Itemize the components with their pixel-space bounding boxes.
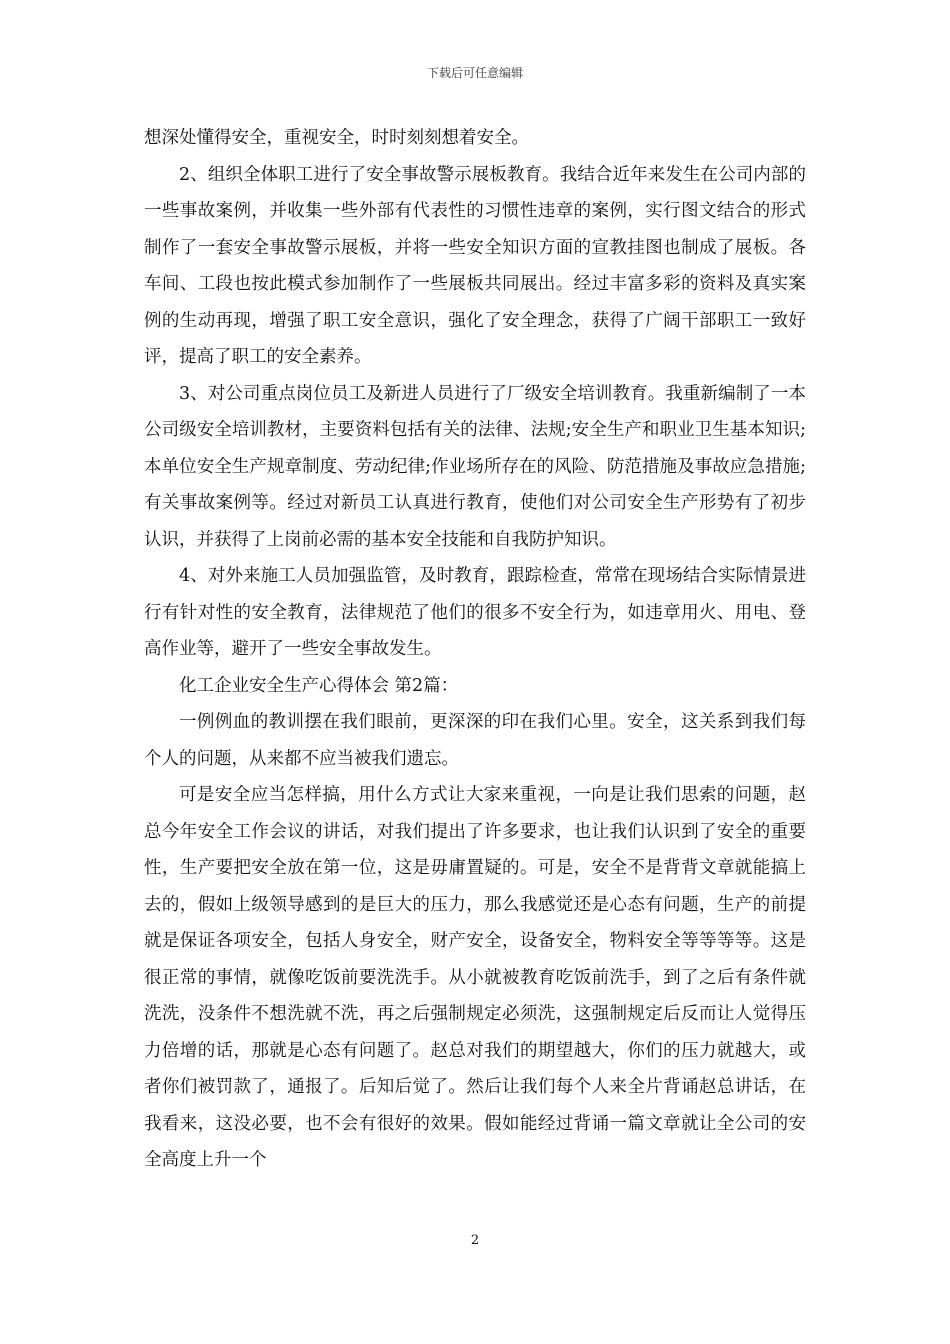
section-heading: 化工企业安全生产心得体会 第2篇：	[179, 675, 459, 696]
paragraph-item-2: 2、组织全体职工进行了安全事故警示展板教育。我结合近年来发生在公司内部的一些事故案例，并收集一些外部有代表性的习惯性违章的案例，实行图文结合的形式制作了一套安全事故警示展板，并将一些安全知识方面的宣教挂图也制成了展板。各车间、工段也按此模式参加制作了一些展板共同展出。经过丰富多彩的资料及真实案例的生动再现，增强了职工安全意识，强化了安全理念，获得了广阔干部职工一致好评，提高了职工的安全素养。	[144, 164, 806, 367]
paragraph-intro: 一例例血的教训摆在我们眼前，更深深的印在我们心里。安全，这关系到我们每个人的问题，从来都不应当被我们遗忘。	[144, 712, 806, 769]
paragraph-item-4: 4、对外来施工人员加强监管，及时教育，跟踪检查，常常在现场结合实际情景进行有针对性的安全教育，法律规范了他们的很多不安全行为，如违章用火、用电、登高作业等，避开了一些安全事故发生。	[144, 566, 806, 659]
document-body	[144, 120, 806, 1179]
paragraph-item-3: 3、对公司重点岗位员工及新进人员进行了厂级安全培训教育。我重新编制了一本公司级安全培训教材，主要资料包括有关的法律、法规;安全生产和职业卫生基本知识;本单位安全生产规章制度、劳动纪律;作业场所存在的风险、防范措施及事故应急措施;有关事故案例等。经过对新员工认真进行教育，使他们对公司安全生产形势有了初步认识，并获得了上岗前必需的基本安全技能和自我防护知识。	[144, 383, 806, 550]
page-header: 下载后可任意编辑	[426, 66, 523, 80]
page-number: 2	[470, 1233, 480, 1248]
paragraph-continuation: 想深处懂得安全，重视安全，时时刻刻想着安全。	[144, 128, 529, 148]
paragraph-body: 可是安全应当怎样搞，用什么方式让大家来重视，一向是让我们思索的问题，赵总今年安全工作会议的讲话，对我们提出了许多要求，也让我们认识到了安全的重要性，生产要把安全放在第一位，这是毋庸置疑的。可是，安全不是背背文章就能搞上去的，假如上级领导感到的是巨大的压力，那么我感觉还是心态有问题，生产的前提就是保证各项安全，包括人身安全，财产安全，设备安全，物料安全等等等等。这是很正常的事情，就像吃饭前要洗洗手。从小就被教育吃饭前洗手，到了之后有条件就洗洗，没条件不想洗就不洗，再之后强制规定必须洗，这强制规定后反而让人觉得压力倍增的话，那就是心态有问题了。赵总对我们的期望越大，你们的压力就越大，或者你们被罚款了，通报了。后知后觉了。然后让我们每个人来全片背诵赵总讲话，在我看来，这没必要，也不会有很好的效果。假如能经过背诵一篇文章就让全公司的安全高度上升一个	[144, 785, 806, 1170]
